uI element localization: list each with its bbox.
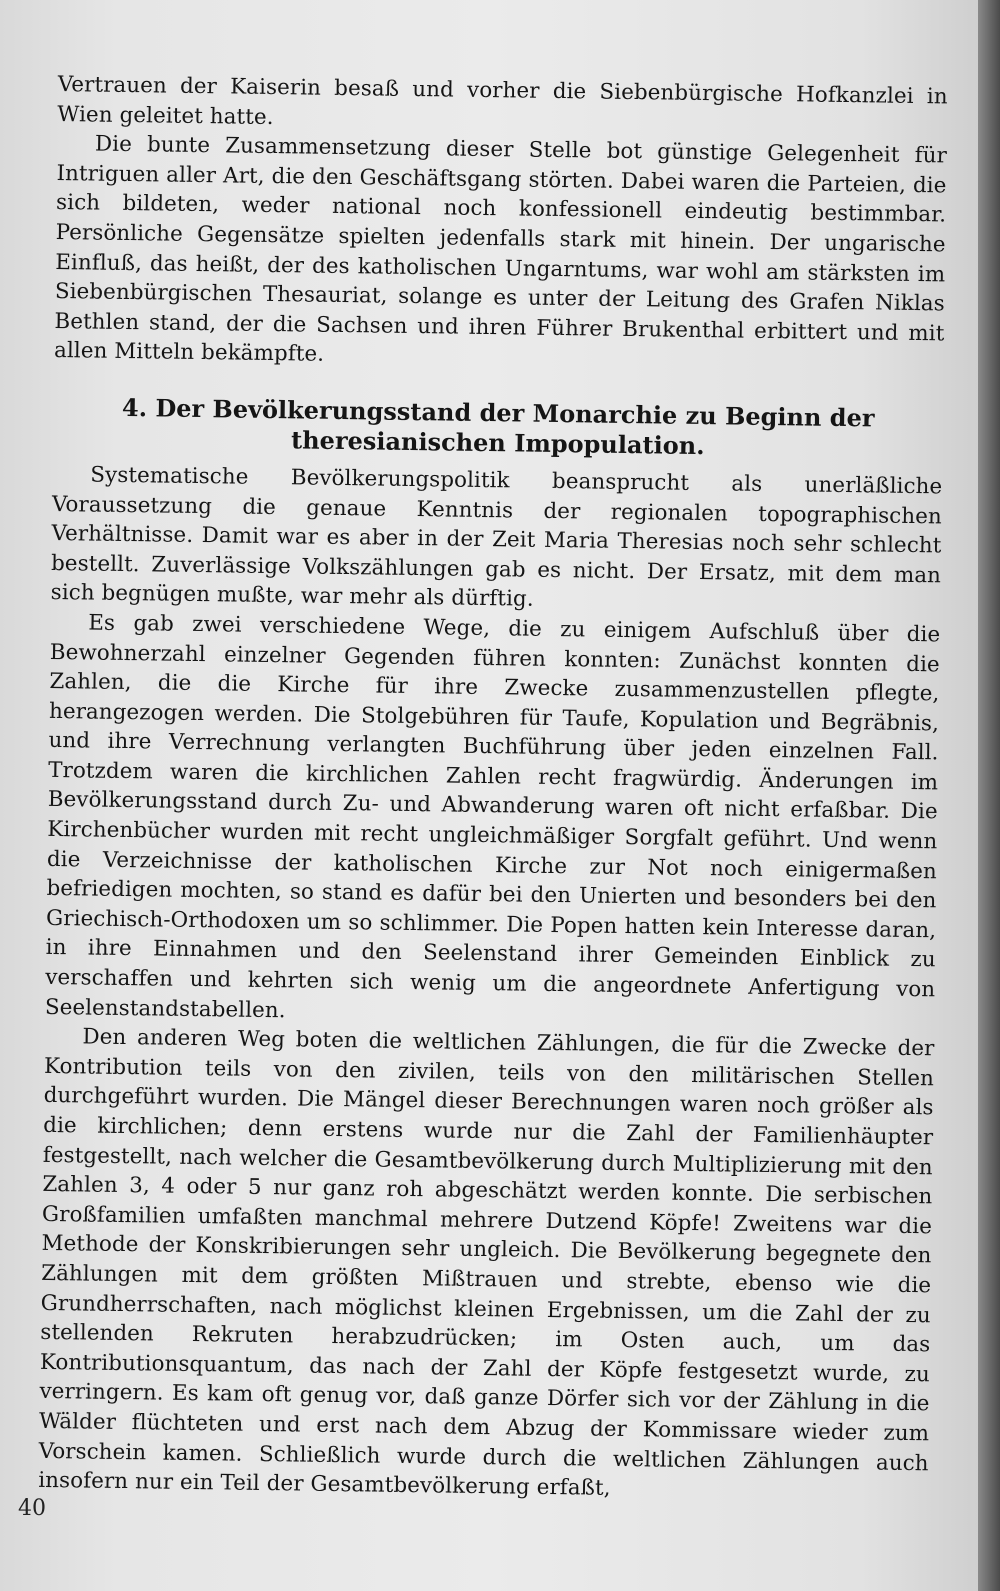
book-spine-shadow: [978, 0, 1000, 1591]
paragraph-intrigues: Die bunte Zusammensetzung dieser Stelle bot günstige Gelegenheit für Intriguen aller Art, die den Geschäftsgang störten. Dabei waren die Parteien, die sich bildeten, weder national noch konfessionell eindeutig bestimmbar. Persönliche Gegensätze spielten jedenfalls stark mit hinein. Der ungarische Einfluß, das heißt, der des katholischen Ungarntums, war wohl am stärksten im Siebenbürgischen Thesauriat, solange es unter der Leitung des Grafen Niklas Bethlen stand, der die Sachsen und ihren Führer Brukenthal erbittert und mit allen Mitteln bekämpfte.: [53, 131, 948, 368]
section-heading: 4. Der Bevölkerungsstand der Monarchie zu Beginn der theresianischen Impopulation.: [121, 392, 875, 460]
page-number: 40: [18, 1496, 46, 1521]
paragraph-continued: Vertrauen der Kaiserin besaß und vorher die Siebenbürgische Hofkanzlei in Wien geleitet hatte.: [57, 71, 948, 130]
paragraph-population-policy: Systematische Bevölkerungspolitik beansprucht als unerläßliche Voraussetzung die genaue Kenntnis der regionalen topographischen Verhältnisse. Damit war es aber in der Zeit Maria Theresias noch sehr schlecht bestellt. Zuverlässige Volkszählungen gab es nicht. Der Ersatz, mit dem man sich begnügen mußte, war mehr als dürftig.: [50, 462, 943, 613]
paragraph-church-records: Es gab zwei verschiedene Wege, die zu einigem Aufschluß über die Bewohnerzahl einzelner Gegenden führen konnten: Zunächst konnten die Zahlen, die die Kirche für ihre Zwecke zusammenzustellen pflegte, herangezogen werden. Die Stolgebühren für Taufe, Kopulation und Begräbnis, und ihre Verrechnung verlangten Buchführung über jeden einzelnen Fall. Trotzdem waren die kirchlichen Zahlen recht fragwürdig. Änderungen im Bevölkerungsstand durch Zu- und Abwanderung waren oft nicht erfaßbar. Die Kirchenbücher wurden mit recht ungleichmäßiger Sorgfalt geführt. Und wenn die Verzeichnisse der katholischen Kirche zur Not noch einigermaßen befriedigen mochten, so stand es dafür bei den Unierten und besonders bei den Griechisch-Orthodoxen um so schlimmer. Die Popen hatten kein Interesse daran, in ihre Einnahmen und den Seelenstand ihrer Gemeinden Einblick zu verschaffen und kehrten sich wenig um die angeordnete Anfertigung von Seelenstandstabellen.: [44, 610, 941, 1023]
paragraph-secular-counts: Den anderen Weg boten die weltlichen Zählungen, die für die Zwecke der Kontribution teils von den zivilen, teils von den militärischen Stellen durchgeführt wurden. Die Mängel dieser Berechnungen waren noch größer als die kirchlichen; denn erstens wurde nur die Zahl der Familienhäupter festgestellt, nach welcher die Gesamtbevölkerung durch Multiplizierung mit den Zahlen 3, 4 oder 5 nur ganz roh abgeschätzt werden konnte. Die serbischen Großfamilien umfaßten manchmal mehrere Dutzend Köpfe! Zweitens war die Methode der Konskribierungen sehr ungleich. Die Bevölkerung begegnete den Zählungen mit dem größten Mißtrauen und strebte, ebenso wie die Grundherrschaften, nach möglichst kleinen Ergebnissen, um die Zahl der zu stellenden Rekruten herabzudrücken; im Osten auch, um das Kontributionsquantum, das nach der Zahl der Köpfe festgesetzt wurde, zu verringern. Es kam oft genug vor, daß ganze Dörfer sich vor der Zählung in die Wälder flüchteten und erst nach dem Abzug der Kommissare wieder zum Vorschein kamen. Schließlich wurde durch die weltlichen Zählungen auch insofern nur ein Teil der Gesamtbevölkerung erfaßt,: [38, 1024, 935, 1501]
page-text-body: [38, 70, 948, 1508]
